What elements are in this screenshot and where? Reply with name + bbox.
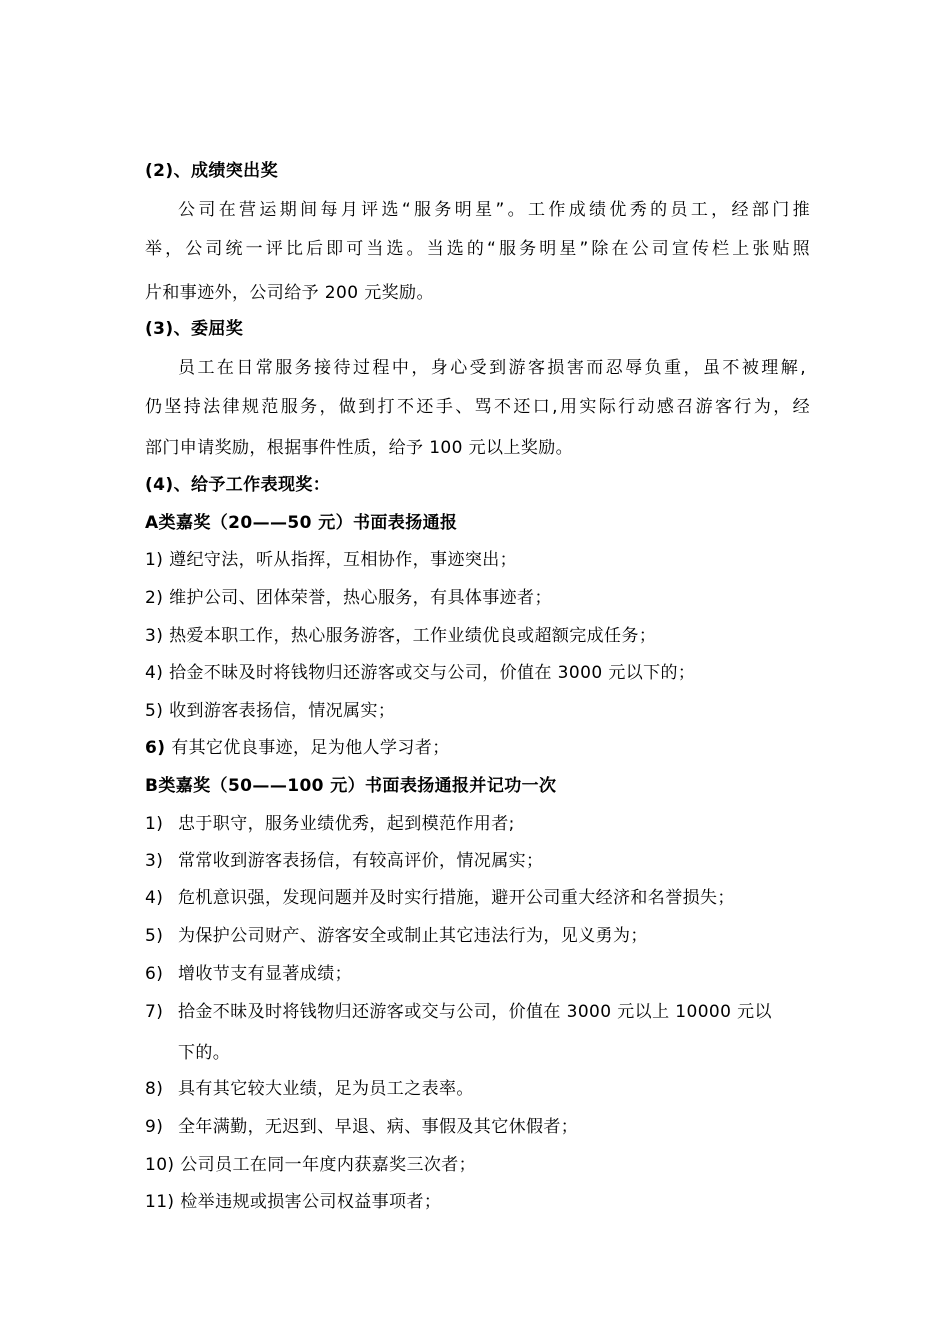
item-text: 全年满勤，无迟到、早退、病、事假及其它休假者；	[178, 1117, 579, 1137]
list-item-continuation: 下的。	[178, 1043, 231, 1063]
item-number: 6)	[145, 738, 166, 758]
paragraph-line: 部门申请奖励，根据事件性质，给予 100 元以上奖励。	[145, 438, 574, 458]
list-item	[145, 736, 810, 760]
item-text: 收到游客表扬信，情况属实；	[169, 701, 396, 721]
item-text: 维护公司、团体荣誉，热心服务，有具体事迹者；	[169, 588, 552, 608]
section-heading-grievance-award: (3)、委屈奖	[145, 319, 244, 339]
item-number: 10)	[145, 1155, 175, 1175]
list-item	[145, 924, 810, 948]
item-number: 9)	[145, 1117, 164, 1137]
item-text: 忠于职守，服务业绩优秀，起到模范作用者;	[178, 814, 515, 834]
paragraph-line: 举，公司统一评比后即可当选。当选的“服务明星”除在公司宣传栏上张贴照	[145, 239, 810, 259]
item-number: 5)	[145, 926, 164, 946]
item-text: 危机意识强，发现问题并及时实行措施，避开公司重大经济和名誉损失；	[178, 888, 735, 908]
paragraph-line: 片和事迹外，公司给予 200 元奖励。	[145, 283, 434, 303]
paragraph-line: 公司在营运期间每月评选“服务明星”。工作成绩优秀的员工，经部门推	[178, 200, 810, 220]
item-number: 4)	[145, 663, 164, 683]
item-text: 具有其它较大业绩，足为员工之表率。	[178, 1079, 474, 1099]
item-text: 遵纪守法，听从指挥，互相协作，事迹突出；	[169, 550, 518, 570]
list-item	[145, 661, 810, 685]
item-number: 11)	[145, 1192, 175, 1212]
item-number: 4)	[145, 888, 164, 908]
item-text: 检举违规或损害公司权益事项者；	[180, 1192, 442, 1212]
item-number: 3)	[145, 851, 164, 871]
list-item	[145, 1153, 810, 1177]
item-number: 2)	[145, 588, 164, 608]
list-item	[145, 1000, 810, 1024]
item-text: 公司员工在同一年度内获嘉奖三次者；	[180, 1155, 477, 1175]
class-b-heading: B类嘉奖（50——100 元）书面表扬通报并记功一次	[145, 776, 557, 796]
paragraph-line: 仍坚持法律规范服务，做到打不还手、骂不还口,用实际行动感召游客行为，经	[145, 397, 810, 417]
item-number: 7)	[145, 1002, 164, 1022]
list-item	[145, 624, 810, 648]
list-item	[145, 849, 810, 873]
list-item	[145, 699, 810, 723]
class-a-heading: A类嘉奖（20——50 元）书面表扬通报	[145, 513, 458, 533]
paragraph-line: 员工在日常服务接待过程中，身心受到游客损害而忍辱负重，虽不被理解,	[178, 358, 806, 378]
item-text: 常常收到游客表扬信，有较高评价，情况属实；	[178, 851, 544, 871]
item-text: 拾金不昧及时将钱物归还游客或交与公司，价值在 3000 元以下的；	[169, 663, 696, 683]
list-item	[145, 886, 810, 910]
list-item	[145, 586, 810, 610]
list-item	[145, 1190, 810, 1214]
list-item	[145, 1115, 810, 1139]
item-number: 3)	[145, 626, 164, 646]
section-heading-outstanding-award: (2)、成绩突出奖	[145, 161, 278, 181]
list-item	[145, 962, 810, 986]
item-number: 1)	[145, 814, 164, 834]
item-text: 热爱本职工作，热心服务游客，工作业绩优良或超额完成任务；	[169, 626, 657, 646]
section-heading-performance-award: (4)、给予工作表现奖：	[145, 475, 331, 495]
item-text: 增收节支有显著成绩；	[178, 964, 352, 984]
list-item	[145, 812, 810, 836]
item-text: 有其它优良事迹，足为他人学习者；	[171, 738, 450, 758]
item-number: 5)	[145, 701, 164, 721]
item-text: 为保护公司财产、游客安全或制止其它违法行为，见义勇为；	[178, 926, 648, 946]
item-text: 拾金不昧及时将钱物归还游客或交与公司，价值在 3000 元以上 10000 元以	[178, 1002, 772, 1022]
item-number: 8)	[145, 1079, 164, 1099]
list-item	[145, 548, 810, 572]
list-item	[145, 1077, 810, 1101]
item-number: 6)	[145, 964, 164, 984]
item-number: 1)	[145, 550, 164, 570]
